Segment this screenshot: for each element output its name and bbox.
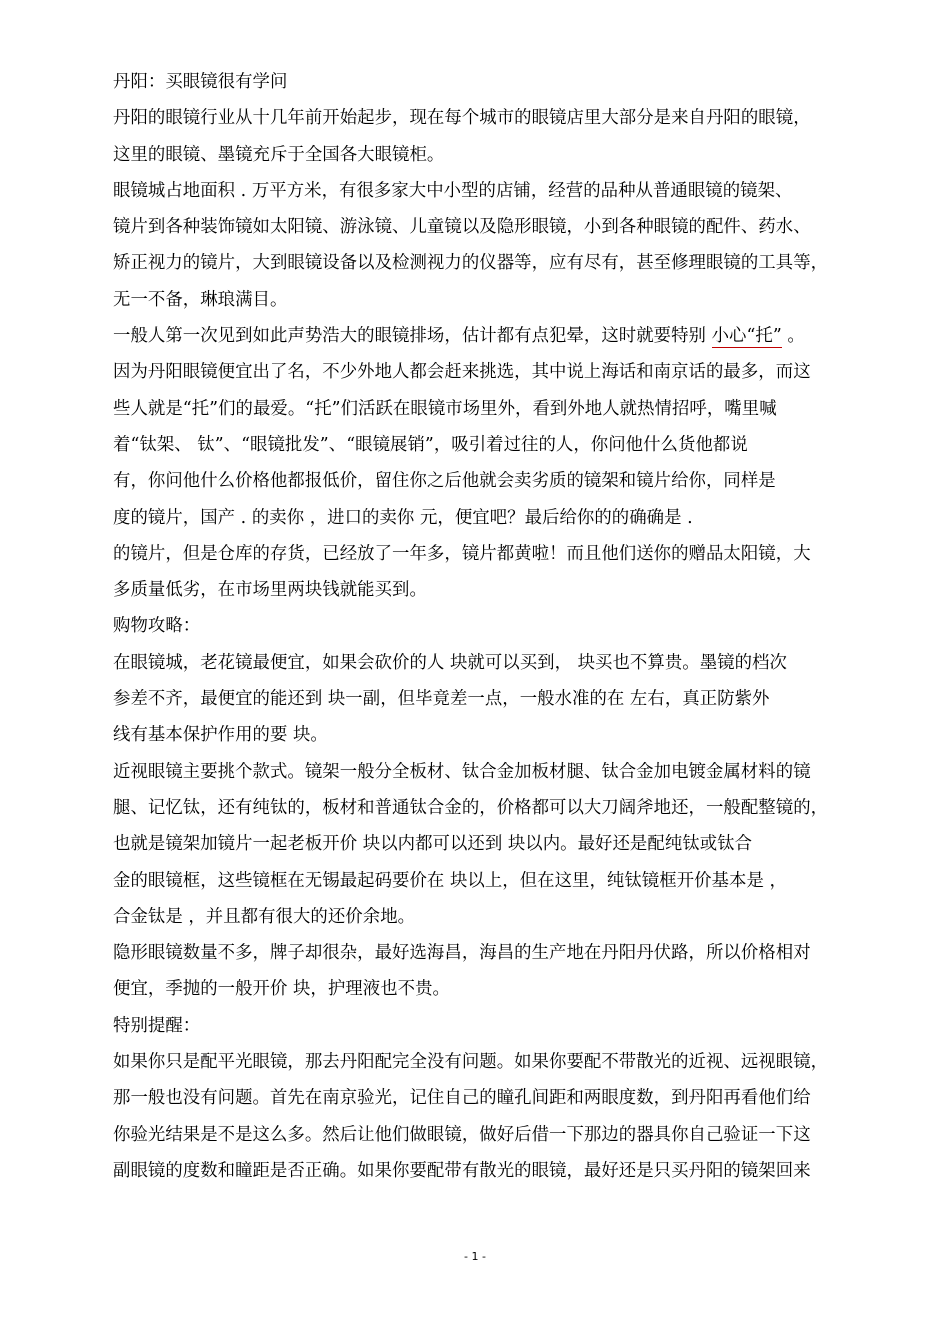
text-line: 镜片到各种装饰镜如太阳镜、游泳镜、儿童镜以及隐形眼镜，小到各种眼镜的配件、药水、: [113, 217, 811, 238]
text-line: 在眼镜城，老花镜最便宜，如果会砍价的人 块就可以买到， 块买也不算贵。墨镜的档次: [113, 652, 787, 673]
document-title: 丹阳：买眼镜很有学问: [113, 72, 288, 92]
highlighted-phrase: 小心“托”: [711, 326, 782, 347]
text-line: 腿、记忆钛，还有纯钛的，板材和普通钛合金的，价格都可以大刀阔斧地还，一般配整镜的，: [113, 797, 829, 818]
text-line: 无一不备，琳琅满目。: [113, 289, 288, 310]
text-line: 副眼镜的度数和瞳距是否正确。如果你要配带有散光的眼镜，最好还是只买丹阳的镜架回来: [113, 1160, 811, 1181]
text-segment: 一般人第一次见到如此声势浩大的眼镜排场，估计都有点犯晕，这时就要特别: [113, 326, 712, 347]
text-line: 有，你问他什么价格他都报低价，留住你之后他就会卖劣质的镜架和镜片给你，同样是: [113, 471, 776, 492]
document-body: [113, 64, 883, 1189]
text-line: 多质量低劣，在市场里两块钱就能买到。: [113, 580, 427, 601]
text-line: 线有基本保护作用的要 块。: [113, 725, 328, 746]
text-segment: 。: [781, 326, 805, 347]
text-line: 如果你只是配平光眼镜，那去丹阳配完全没有问题。如果你要配不带散光的近视、远视眼镜，: [113, 1052, 829, 1073]
text-line: 隐形眼镜数量不多，牌子却很杂，最好选海昌，海昌的生产地在丹阳丹伏路，所以价格相对: [113, 943, 811, 964]
section-heading: 购物攻略：: [113, 616, 201, 637]
section-heading: 特别提醒：: [113, 1015, 201, 1036]
text-line: 金的眼镜框，这些镜框在无锡最起码要价在 块以上，但在这里，纯钛镜框开价基本是 ，: [113, 870, 787, 891]
text-line: 着“钛架、 钛”、“眼镜批发”、“眼镜展销”，吸引着过往的人，你问他什么货他都说: [113, 434, 748, 455]
text-line: 也就是镜架加镜片一起老板开价 块以内都可以还到 块以内。最好还是配纯钛或钛合: [113, 834, 753, 855]
text-line-with-highlight: [113, 318, 883, 354]
text-line: 些人就是“托”们的最爱。“托”们活跃在眼镜市场里外，看到外地人就热情招呼，嘴里喊: [113, 398, 777, 419]
text-line: 合金钛是 ，并且都有很大的还价余地。: [113, 906, 416, 927]
text-line: 度的镜片，国产 . 的卖你 ，进口的卖你 元，便宜吧？最后给你的的确确是 .: [113, 507, 693, 528]
text-line: 那一般也没有问题。首先在南京验光，记住自己的瞳孔间距和两眼度数，到丹阳再看他们给: [113, 1088, 811, 1109]
text-line: 这里的眼镜、墨镜充斥于全国各大眼镜柜。: [113, 144, 445, 165]
text-line: 参差不齐，最便宜的能还到 块一副，但毕竟差一点，一般水准的在 左右，真正防紫外: [113, 689, 770, 710]
text-line: 眼镜城占地面积 . 万平方米，有很多家大中小型的店铺，经营的品种从普通眼镜的镜架、: [113, 180, 793, 201]
text-line: 近视眼镜主要挑个款式。镜架一般分全板材、钛合金加板材腿、钛合金加电镀金属材料的镜: [113, 761, 811, 782]
text-line: 的镜片，但是仓库的存货，已经放了一年多，镜片都黄啦！而且他们送你的赠品太阳镜，大: [113, 543, 811, 564]
page-number: - 1 -: [464, 1250, 486, 1263]
text-line: 因为丹阳眼镜便宜出了名，不少外地人都会赶来挑选，其中说上海话和南京话的最多，而这: [113, 362, 811, 383]
text-line: 矫正视力的镜片，大到眼镜设备以及检测视力的仪器等，应有尽有，甚至修理眼镜的工具等，: [113, 253, 829, 274]
text-line: 丹阳的眼镜行业从十几年前开始起步，现在每个城市的眼镜店里大部分是来自丹阳的眼镜，: [113, 108, 811, 129]
text-line: 便宜，季抛的一般开价 块，护理液也不贵。: [113, 979, 450, 1000]
text-line: 你验光结果是不是这么多。然后让他们做眼镜，做好后借一下那边的器具你自己验证一下这: [113, 1124, 811, 1145]
